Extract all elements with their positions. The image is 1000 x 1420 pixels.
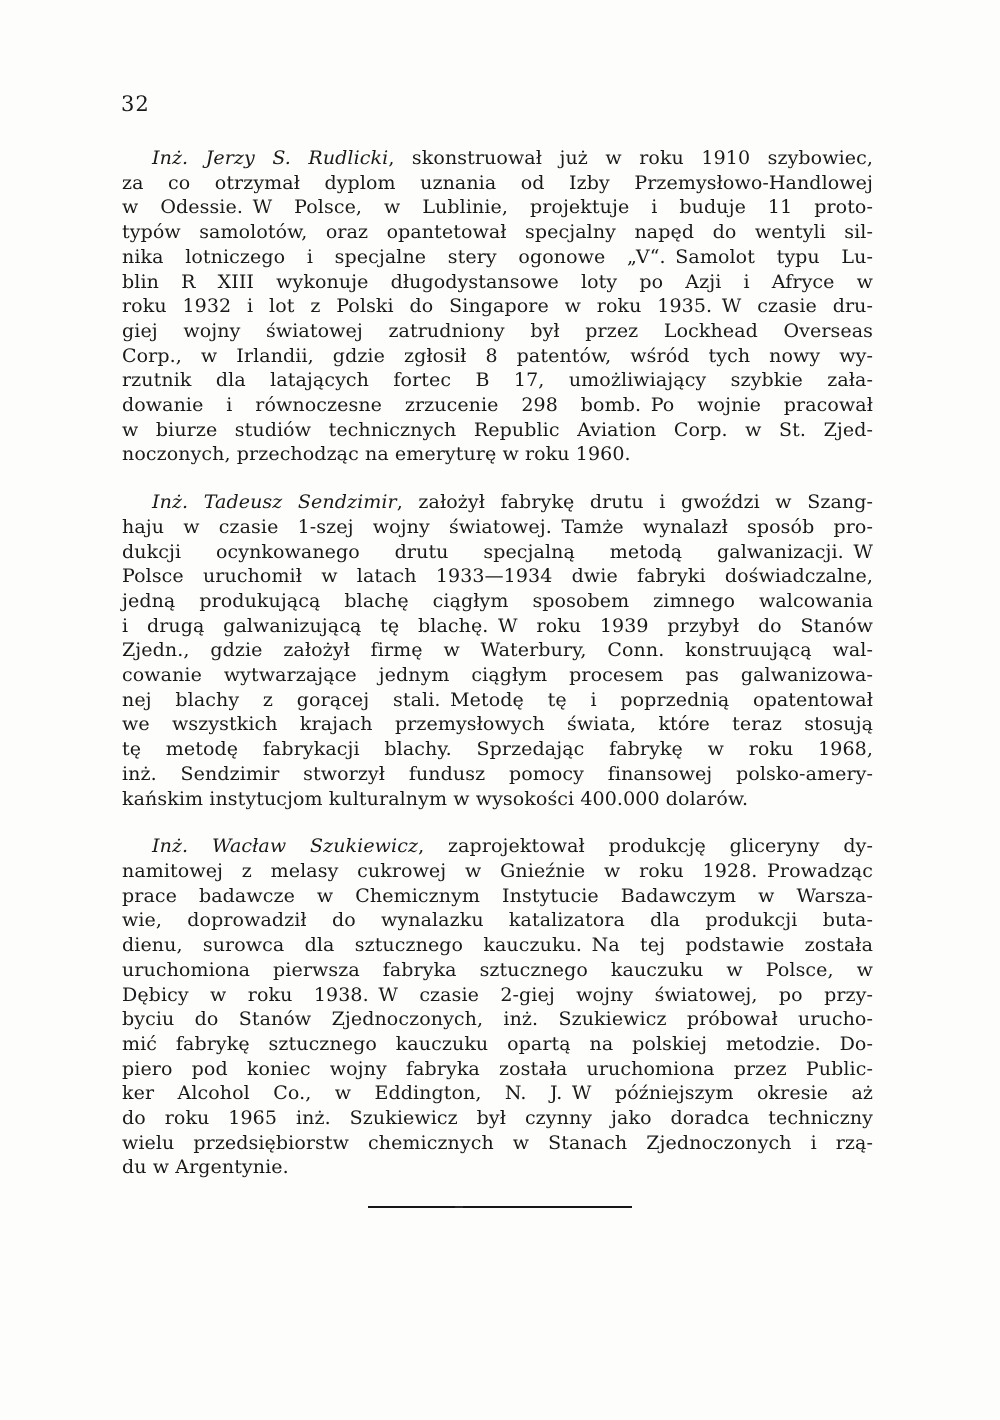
text-line: do roku 1965 inż. Szukiewicz był czynny jako doradca techniczny bbox=[122, 1107, 873, 1130]
text-line: w Odessie. W Polsce, w Lublinie, projektuje i buduje 11 proto- bbox=[122, 196, 873, 219]
text-line: we wszystkich krajach przemysłowych świata, które teraz stosują bbox=[122, 713, 873, 736]
paragraph bbox=[122, 490, 873, 811]
text-line: dowanie i równoczesne zrzucenie 298 bomb. Po wojnie pracował bbox=[122, 394, 873, 417]
text-line: wie, doprowadził do wynalazku katalizatora dla produkcji buta- bbox=[122, 909, 873, 932]
text-line: dukcji ocynkowanego drutu specjalną metodą galwanizacji. W bbox=[122, 540, 873, 563]
text-line: noczonych, przechodząc na emeryturę w roku 1960. bbox=[122, 443, 631, 466]
person-name: Inż. Tadeusz Sendzimir bbox=[152, 491, 397, 514]
text-line: inż. Sendzimir stworzył fundusz pomocy finansowej polsko-amery- bbox=[122, 762, 873, 785]
text-line: du w Argentynie. bbox=[122, 1156, 289, 1179]
paragraph bbox=[122, 834, 873, 1180]
text-line: nej blachy z gorącej stali. Metodę tę i poprzednią opatentował bbox=[122, 688, 873, 711]
text-line: prace badawcze w Chemicznym Instytucie Badawczym w Warsza- bbox=[122, 884, 873, 907]
text-line: kańskim instytucjom kulturalnym w wysokości 400.000 dolarów. bbox=[122, 787, 749, 810]
text-line: blin R XIII wykonuje długodystansowe loty po Azji i Afryce w bbox=[122, 270, 873, 293]
text-line: za co otrzymał dyplom uznania od Izby Przemysłowo-Handlowej bbox=[122, 171, 873, 194]
text-line: haju w czasie 1-szej wojny światowej. Tamże wynalazł sposób pro- bbox=[122, 515, 873, 538]
text-line: wielu przedsiębiorstw chemicznych w Stanach Zjednoczonych i rzą- bbox=[122, 1131, 873, 1154]
text-line: rzutnik dla latających fortec B 17, umożliwiający szybkie zała- bbox=[122, 369, 873, 392]
text-line: nika lotniczego i specjalne stery ogonowe „V“. Samolot typu Lu- bbox=[122, 245, 873, 268]
text-line: typów samolotów, oraz opantetował specjalny napęd do wentyli sil- bbox=[122, 221, 873, 244]
person-name: Inż. Jerzy S. Rudlicki bbox=[152, 147, 389, 169]
text-line: Inż. Tadeusz Sendzimir, założył fabrykę drutu i gwoździ w Szang- bbox=[152, 491, 873, 514]
text-line: Zjedn., gdzie założył firmę w Waterbury, Conn. konstruującą wal- bbox=[122, 639, 873, 662]
text-line: Dębicy w roku 1938. W czasie 2-giej wojny światowej, po przy- bbox=[122, 983, 873, 1006]
text-line: w biurze studiów technicznych Republic Aviation Corp. w St. Zjed- bbox=[122, 418, 873, 441]
text-line: piero pod koniec wojny fabryka została uruchomiona przez Public- bbox=[122, 1057, 873, 1080]
page-number: 32 bbox=[121, 92, 150, 116]
person-name: Inż. Wacław Szukiewicz bbox=[152, 835, 419, 858]
paragraph bbox=[122, 146, 873, 467]
text-line: Corp., w Irlandii, gdzie zgłosił 8 patentów, wśród tych nowy wy- bbox=[122, 344, 873, 367]
text-line: uruchomiona pierwsza fabryka sztucznego kauczuku w Polsce, w bbox=[122, 958, 873, 981]
text-line: i drugą galwanizującą tę blachę. W roku 1939 przybył do Stanów bbox=[122, 614, 873, 637]
text-line: tę metodę fabrykacji blachy. Sprzedając fabrykę w roku 1968, bbox=[122, 738, 873, 761]
text-line: jedną produkującą blachę ciągłym sposobem zimnego walcowania bbox=[122, 589, 873, 612]
text-line: giej wojny światowej zatrudniony był przez Lockhead Overseas bbox=[122, 319, 873, 342]
section-divider bbox=[368, 1206, 632, 1208]
text-line: mić fabrykę sztucznego kauczuku opartą na polskiej metodzie. Do- bbox=[122, 1032, 873, 1055]
body-text bbox=[122, 146, 873, 1180]
text-line: Polsce uruchomił w latach 1933—1934 dwie fabryki doświadczalne, bbox=[122, 565, 873, 588]
text-line: ker Alcohol Co., w Eddington, N. J. W późniejszym okresie aż bbox=[122, 1082, 873, 1105]
text-line: byciu do Stanów Zjednoczonych, inż. Szukiewicz próbował urucho- bbox=[122, 1008, 873, 1031]
text-line: dienu, surowca dla sztucznego kauczuku. Na tej podstawie została bbox=[122, 934, 873, 957]
text-line: cowanie wytwarzające jednym ciągłym procesem pas galwanizowa- bbox=[122, 664, 873, 687]
text-line: roku 1932 i lot z Polski do Singapore w roku 1935. W czasie dru- bbox=[122, 295, 873, 318]
text-line: namitowej z melasy cukrowej w Gnieźnie w roku 1928. Prowadząc bbox=[122, 859, 873, 882]
text-line: Inż. Jerzy S. Rudlicki, skonstruował już w roku 1910 szybowiec, bbox=[152, 147, 873, 169]
text-line: Inż. Wacław Szukiewicz, zaprojektował produkcję gliceryny dy- bbox=[152, 835, 873, 858]
